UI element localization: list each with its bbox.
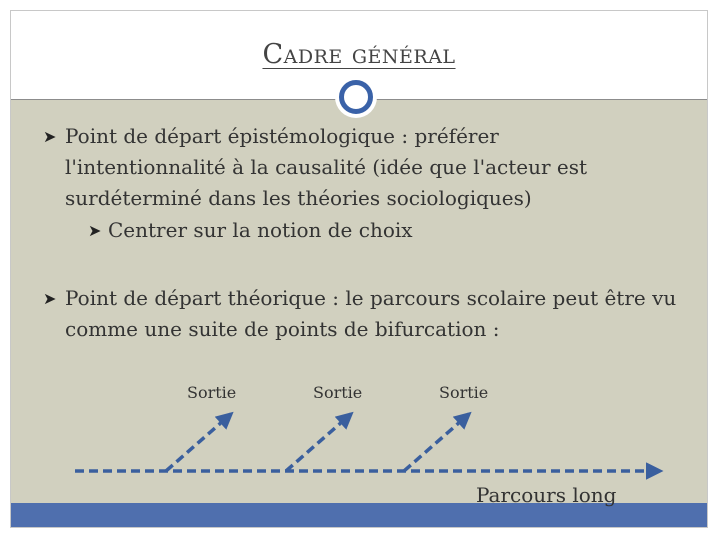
bullet-theorique: Point de départ théorique : le parcours scolaire peut être vu comme une suite de points de bifurcation : [65, 286, 677, 341]
main-path-label: Parcours long [476, 483, 617, 507]
arrow-right-icon: ➤ [43, 289, 57, 308]
branch-arrow-2 [286, 414, 351, 471]
branch-arrow-3 [404, 414, 469, 471]
bullet-choix: Centrer sur la notion de choix [108, 218, 413, 242]
arrow-right-icon: ➤ [88, 221, 102, 240]
branch-label: Sortie [439, 383, 489, 402]
branch-arrow-1 [166, 414, 231, 471]
bullet-epistemologique: Point de départ épistémologique : préférer l'intentionnalité à la causalité (idée que l'acteur est surdéterminé dans les théories sociologiques) [65, 124, 588, 210]
branch-label: Sortie [187, 383, 237, 402]
arrow-right-icon: ➤ [43, 127, 57, 146]
slide-title: Cadre général [262, 39, 456, 70]
branch-label: Sortie [313, 383, 363, 402]
